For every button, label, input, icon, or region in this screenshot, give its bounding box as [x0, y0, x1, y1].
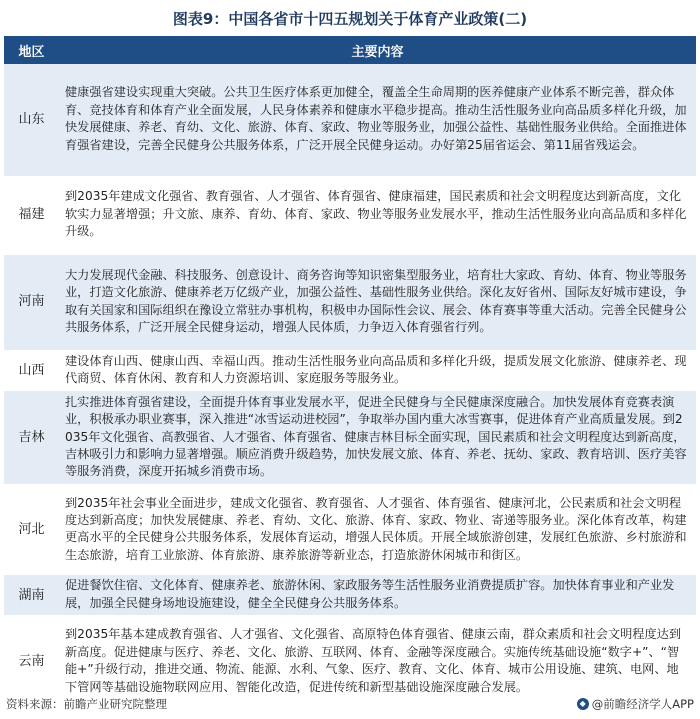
source-note: 资料来源：前瞻产业研究院整理 [6, 697, 167, 711]
table-header-row [4, 36, 696, 64]
region-cell: 河南 [4, 254, 59, 350]
region-cell: 福建 [4, 176, 59, 254]
policy-table [4, 36, 696, 708]
content-cell: 到2035年基本建成教育强省、人才强省、文化强省、高原特色体育强省、健康云南，群众素质和社会文明程度达到新高度。促进健康与医疗、养老、文化、旅游、互联网、体育、金融等深度融合。实施传统基础设施“数字+”、“智能+”升级行动，推进交通、物流、能源、水利、气象、医疗、教育、文化、体育、城市公用设施、建筑、电网、地下管网等基础设施物联网应用、智能化改造，促进传统和新型基础设施深度融合发展。 [59, 616, 696, 708]
content-cell: 到2035年社会事业全面进步，建成文化强省、教育强省、人才强省、体育强省、健康河北，公民素质和社会文明程度达到新高度；加快发展健康、养老、育幼、文化、旅游、体育、家政、物业、寄递等服务业。深化体育改革，构建更高水平的全民健身公共服务体系，发展体育运动，增强人民体质。开展全域旅游创建，发展红色旅游、乡村旅游和生态旅游，培育工业旅游、体育旅游、康养旅游等新业态，打造旅游休闲城市和街区。 [59, 485, 696, 575]
table-row [4, 391, 696, 485]
table-row [4, 64, 696, 176]
header-region: 地区 [4, 36, 59, 64]
brand-logo-icon: ◆ [577, 698, 589, 710]
table-row [4, 616, 696, 708]
brand-label: @前瞻经济学人APP [591, 697, 694, 711]
table-row [4, 485, 696, 575]
region-cell: 云南 [4, 616, 59, 708]
region-cell: 山东 [4, 64, 59, 176]
page-title: 图表9：中国各省市十四五规划关于体育产业政策(二) [172, 10, 528, 28]
header-content: 主要内容 [59, 36, 696, 64]
content-cell: 建设体育山西、健康山西、幸福山西。推动生活性服务业向高品质和多样化升级，提质发展文化旅游、健康养老、现代商贸、体育休闲、教育和人力资源培训、家庭服务等服务业。 [59, 350, 696, 391]
table-row [4, 350, 696, 391]
region-cell: 湖南 [4, 575, 59, 616]
table-row [4, 254, 696, 350]
region-cell: 山西 [4, 350, 59, 391]
table-row [4, 176, 696, 254]
content-cell: 大力发展现代金融、科技服务、创意设计、商务咨询等知识密集型服务业，培育壮大家政、育幼、体育、物业等服务业，打造文化旅游、健康养老万亿级产业，加强公益性、基础性服务业供给。深化友好省州、国际友好城市建设，争取有关国家和国际组织在豫设立常驻办事机构，积极申办国际性会议、展会、体育赛事等重大活动。完善全民健身公共服务体系，广泛开展全民健身运动，增强人民体质，力争迈入体育强省行列。 [59, 254, 696, 350]
content-cell: 扎实推进体育强省建设，全面提升体育事业发展水平，促进全民健身与全民健康深度融合。加快发展体育竞赛表演业，积极承办职业赛事，深入推进“冰雪运动进校园”，争取举办国内重大冰雪赛事，促进体育产业高质量发展。到2035年文化强省、高教强省、人才强省、体育强省、健康吉林目标全面实现，国民素质和社会文明程度达到新高度，吉林吸引力和影响力显著增强。顺应消费升级趋势，加快发展文旅、体育、养老、抚幼、家政、教育培训、医疗美容等服务消费，深度开拓城乡消费市场。 [59, 391, 696, 485]
content-cell: 促进餐饮住宿、文化体育、健康养老、旅游休闲、家政服务等生活性服务业消费提质扩容。加快体育事业和产业发展，加强全民健身场地设施建设，健全全民健身公共服务体系。 [59, 575, 696, 616]
content-cell: 健康强省建设实现重大突破。公共卫生医疗体系更加健全，覆盖全生命周期的医养健康产业体系不断完善，群众体育、竞技体育和体育产业全面发展，人民身体素养和健康水平稳步提高。推动生活性服务业向高品质多样化升级，加快发展健康、养老、育幼、文化、旅游、体育、家政、物业等服务业，加强公益性、基础性服务业供给。全面推进体育强省建设，完善全民健身公共服务体系，广泛开展全民健身运动。办好第25届省运会、第11届省残运会。 [59, 64, 696, 176]
region-cell: 河北 [4, 485, 59, 575]
table-row [4, 575, 696, 616]
content-cell: 到2035年建成文化强省、教育强省、人才强省、体育强省、健康福建，国民素质和社会文明程度达到新高度，文化软实力显著增强；升文旅、康养、育幼、体育、家政、物业等服务业发展水平，推动生活性服务业向高品质和多样化升级。 [59, 176, 696, 254]
brand-credit [577, 696, 694, 712]
region-cell: 吉林 [4, 391, 59, 485]
